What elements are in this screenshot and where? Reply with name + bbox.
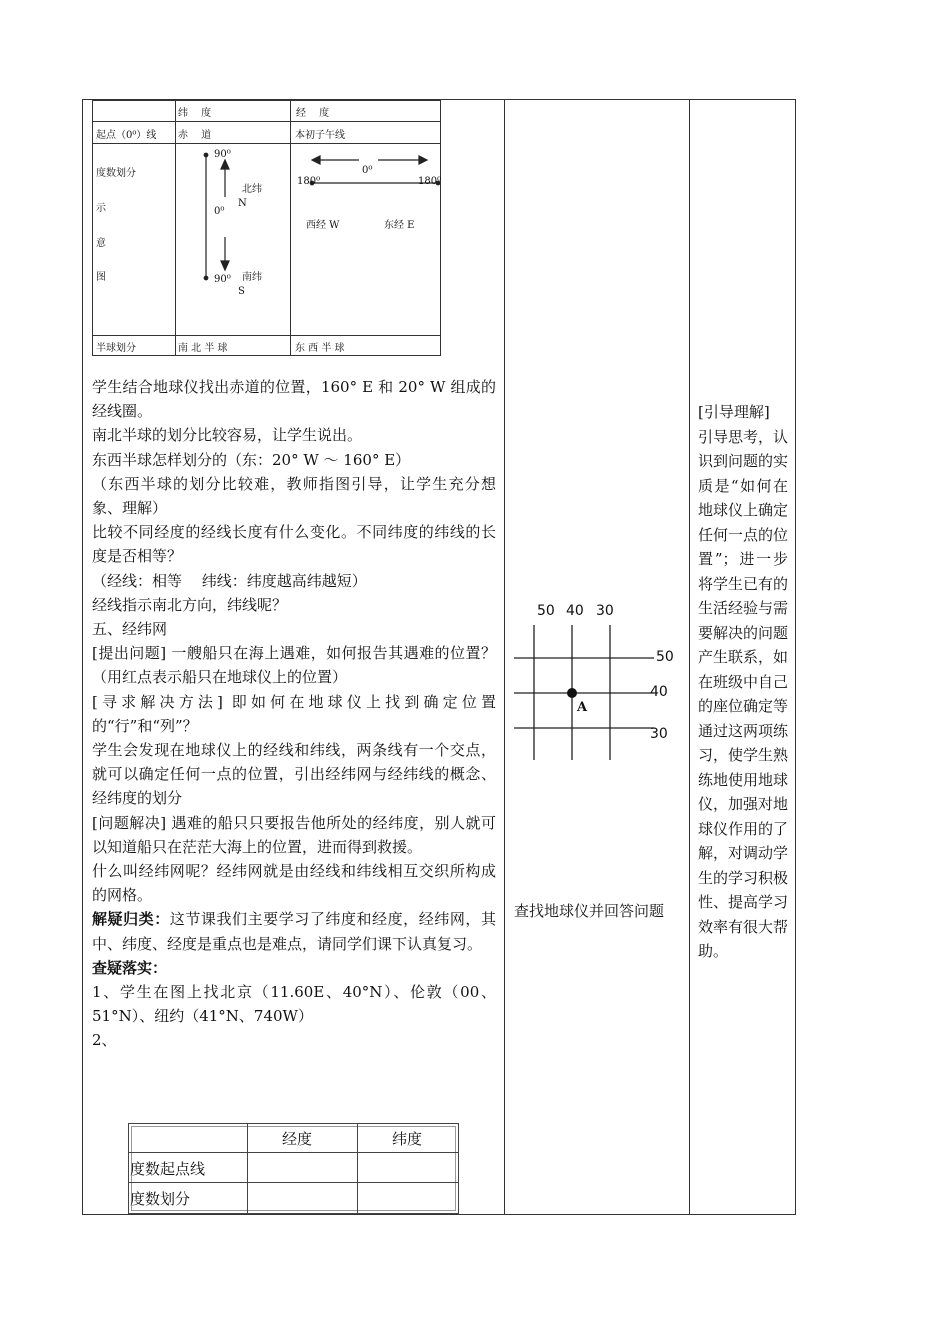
lat-90-south: 90⁰ xyxy=(214,274,231,285)
row-division-label-2: 示 xyxy=(96,203,106,214)
paragraph xyxy=(92,907,496,955)
paragraph: 东西半球怎样划分的（东：20° W ～ 160° E） xyxy=(92,450,411,469)
grid-top-label: 50 xyxy=(537,603,555,619)
paragraph: [提出问题] 一艘船只在海上遇难，如何报告其遇难的位置？（用红点表示船只在地球仪上的位置） xyxy=(92,644,496,687)
paragraph: （经线：相等 纬线：纬度越高纬越短） xyxy=(92,571,367,590)
paragraph: [寻求解决方法] 即如何在地球仪上找到确定位置的“行”和“列”？ xyxy=(92,692,496,735)
north-latitude-label: 北纬 xyxy=(242,184,262,195)
summary-label: 解疑归类： xyxy=(92,910,170,929)
paragraph: [问题解决] 遇难的船只只要报告他所处的经纬度，别人就可以知道船只在茫茫大海上的位置，进而得到救援。 xyxy=(92,813,496,856)
section-heading: 五、经纬网 xyxy=(92,620,168,639)
grid-top-label: 30 xyxy=(596,603,614,619)
header-latitude: 纬 度 xyxy=(178,108,212,119)
south-latitude-label: 南纬 xyxy=(242,272,262,283)
column-divider-1 xyxy=(504,99,505,1215)
bottom-header-latitude: 纬度 xyxy=(392,1130,423,1148)
west-longitude-label: 西经 W xyxy=(306,220,340,231)
lon-0: 0⁰ xyxy=(362,165,373,176)
row-hemisphere-label: 半球划分 xyxy=(96,343,136,354)
grid-top-label: 40 xyxy=(566,603,584,619)
design-intent-column xyxy=(698,400,788,964)
east-longitude-label: 东经 E xyxy=(384,220,415,231)
south-code: S xyxy=(238,286,245,297)
summary-text: 这节课我们主要学习了纬度和经度，经纬网，其中、纬度、经度是重点也是难点，请同学们课下认真复习。 xyxy=(92,910,496,953)
intent-heading: [引导理解] xyxy=(698,403,770,421)
student-activity-text: 查找地球仪并回答问题 xyxy=(514,902,665,920)
paragraph: 经线指示南北方向，纬线呢？ xyxy=(92,595,288,614)
north-code: N xyxy=(238,198,247,209)
coordinate-grid-diagram xyxy=(512,620,672,765)
bottom-row-label: 度数起点线 xyxy=(130,1160,206,1178)
paragraph xyxy=(92,956,496,980)
header-longitude: 经 度 xyxy=(296,108,330,119)
row-hemisphere-lon: 东 西 半 球 xyxy=(295,343,345,354)
paragraph: 南北半球的划分比较容易，让学生说出。 xyxy=(92,426,363,445)
column-divider-2 xyxy=(689,99,690,1215)
check-label: 查疑落实： xyxy=(92,958,168,977)
bottom-row-label: 度数划分 xyxy=(130,1190,191,1208)
row-hemisphere-lat: 南 北 半 球 xyxy=(178,343,228,354)
lon-180-east: 180⁰ xyxy=(418,176,442,187)
paragraph: 学生结合地球仪找出赤道的位置，160° E 和 20° W 组成的经线圈。 xyxy=(92,378,496,421)
lon-180-west: 180⁰ xyxy=(297,176,321,187)
paragraph: 学生会发现在地球仪上的经线和纬线，两条线有一个交点，就可以确定任何一点的位置，引出经纬网与经纬线的概念、经纬度的划分 xyxy=(92,741,496,808)
grid-right-label: 30 xyxy=(650,726,668,742)
row-division-label-3: 意 xyxy=(96,238,106,249)
paragraph: 1、学生在图上找北京（11.60E、40°N）、伦敦（00、51°N）、纽约（41°N、740W） xyxy=(92,983,496,1026)
point-a-label: A xyxy=(577,700,588,715)
paragraph: 什么叫经纬网呢？经纬网就是由经线和纬线相互交织所构成的网格。 xyxy=(92,862,496,905)
paragraph: 2、 xyxy=(92,1031,117,1050)
ship-point-marker xyxy=(567,688,577,698)
paragraph: 比较不同经度的经线长度有什么变化。不同纬度的纬线的长度是否相等？ xyxy=(92,523,496,566)
main-text-block xyxy=(92,375,496,1053)
intent-paragraph: 引导思考，认识到问题的实质是“如何在地球仪上确定任何一点的位置”；进一步将学生已有的生活经验与需要解决的问题产生联系，如在班级中自己的座位确定等 xyxy=(698,427,789,715)
bottom-header-longitude: 经度 xyxy=(282,1130,313,1148)
row-division-label: 度数划分 xyxy=(96,168,136,179)
row-start-lon: 本初子午线 xyxy=(295,130,345,141)
grid-right-label: 40 xyxy=(650,684,668,700)
paragraph: （东西半球的划分比较难，教师指图引导，让学生充分想象、理解） xyxy=(92,474,496,518)
row-division-label-4: 图 xyxy=(96,272,106,283)
row-start-label: 起点（0⁰）线 xyxy=(96,130,157,141)
lat-90-north: 90⁰ xyxy=(214,149,231,160)
grid-right-label: 50 xyxy=(656,649,674,665)
lat-0: 0⁰ xyxy=(214,206,225,217)
row-start-lat: 赤 道 xyxy=(178,130,212,141)
intent-paragraph: 通过这两项练习，使学生熟练地使用地球仪，加强对地球仪作用的了解，对调动学生的学习积极性、提高学习效率有很大帮助。 xyxy=(698,721,789,960)
